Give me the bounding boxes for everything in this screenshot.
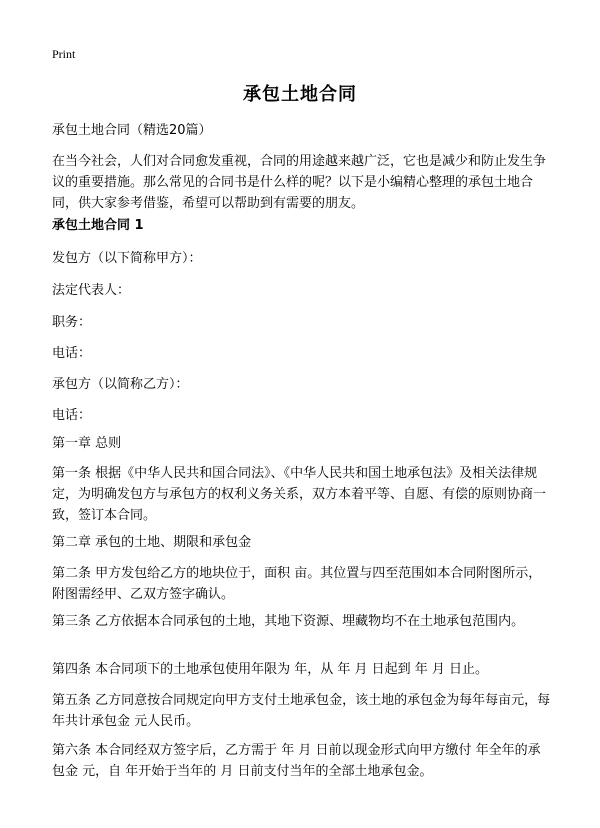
article-2: 第二条 甲方发包给乙方的地块位于，面积 亩。其位置与四至范围如本合同附图所示，附图需经甲、乙双方签字确认。: [52, 566, 542, 602]
document-subtitle: 承包土地合同（精选20篇）: [52, 123, 212, 138]
document-title: 承包土地合同: [243, 84, 357, 105]
article-1: 第一条 根据《中华人民共和国合同法》、《中华人民共和国土地承包法》及相关法律规定，为明确发包方与承包方的权利义务关系，双方本着平等、自愿、有偿的原则协商一致，签订本合同。: [52, 466, 547, 523]
article-3: 第三条 乙方依据本合同承包的土地，其地下资源、埋藏物均不在土地承包范围内。: [52, 614, 525, 629]
article-6: 第六条 本合同经双方签字后，乙方需于 年 月 日前以现金形式向甲方缴付 年全年的承包金 元，自 年开始于当年的 月 日前支付当年的全部土地承包金。: [52, 743, 541, 779]
chapter-2-heading: 第二章 承包的土地、期限和承包金: [52, 535, 252, 550]
article-5: 第五条 乙方同意按合同规定向甲方支付土地承包金，该土地的承包金为每年每亩元，每年共计承包金 元人民币。: [52, 693, 551, 729]
section-heading: 承包土地合同 1: [52, 218, 144, 233]
print-link[interactable]: Print: [52, 47, 76, 61]
chapter-1-heading: 第一章 总则: [52, 436, 122, 451]
position-label: 职务：: [52, 315, 92, 330]
article-4: 第四条 本合同项下的土地承包使用年限为 年，从 年 月 日起到 年 月 日止。: [52, 662, 489, 677]
intro-paragraph: 在当今社会，人们对合同愈发重视，合同的用途越来越广泛，它也是减少和防止发生争议的重要措施。那么常见的合同书是什么样的呢？以下是小编精心整理的承包土地合同，供大家参考借鉴，希望可以帮助到有需要的朋友。: [52, 154, 547, 211]
party-b-label: 承包方（以简称乙方）：: [52, 377, 189, 392]
party-a-label: 发包方（以下简称甲方）：: [52, 251, 202, 266]
phone-b-label: 电话：: [52, 408, 92, 423]
phone-a-label: 电话：: [52, 346, 92, 361]
legal-representative-label: 法定代表人：: [52, 283, 131, 298]
